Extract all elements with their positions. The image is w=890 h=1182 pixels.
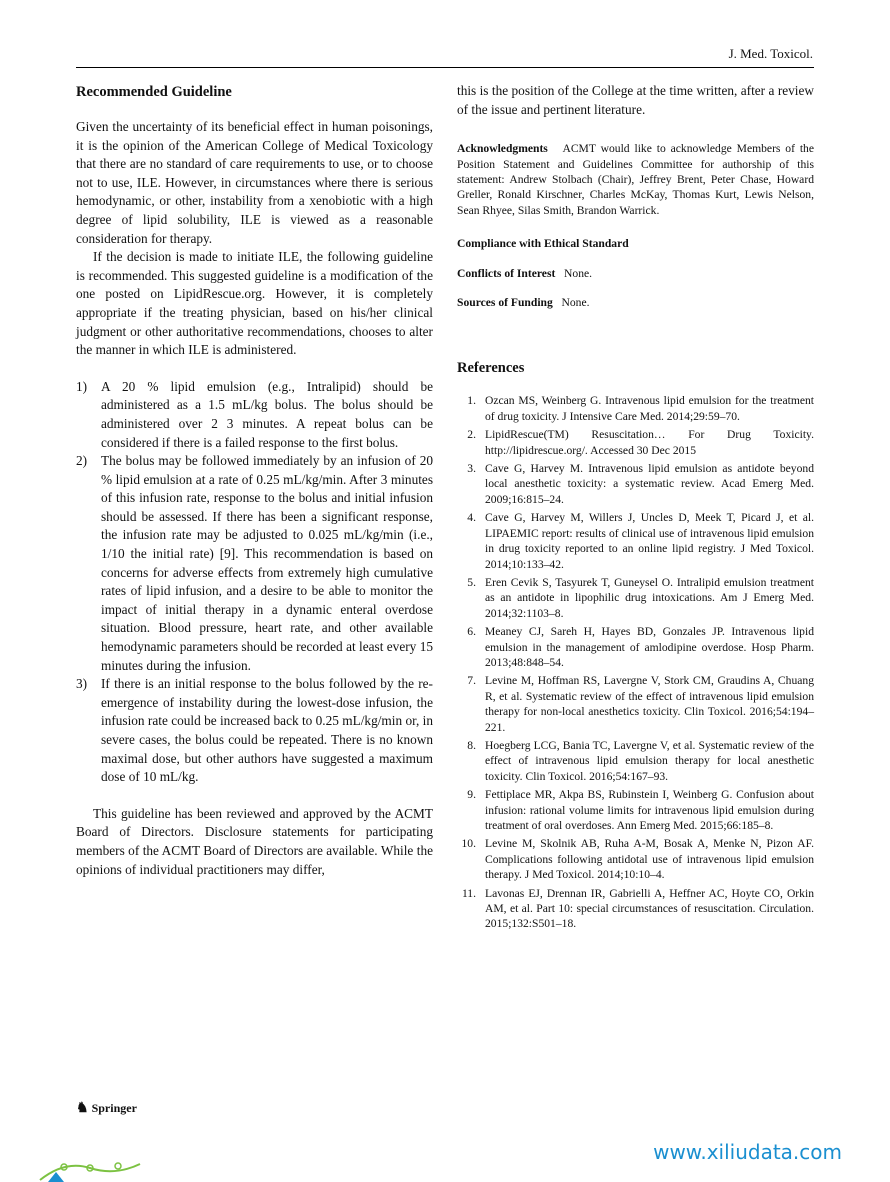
guideline-step: 2) The bolus may be followed immediately by an infusion of 20 % lipid emulsion at a rate of 0.25 mL/kg/min. After 3 minutes of this infusion rate, response to the bolus and initial infusion should be assessed. If there has been a significant response, the infusion rate may be adjusted to 0.025 mL/kg/min (i.e., 1/10 the initial rate) [9]. This recommendation is based on concerns for adverse effects from extremely high cumulative rates of lipid infusion, and a desire to be able to monitor the impact of initial therapy in a dynamic enteral overdose situation. Blood pressure, heart rate, and other available hemodynamic parameters should be recorded at least every 15 minutes during the infusion. <box>76 453 433 673</box>
acknowledgments-text: ACMT would like to acknowledge Members of the Position Statement and Guidelines Committee for authorship of this statement: Andrew Stolbach (Chair), Jeffrey Brent, Peter Chase, Howard Greller, Ronald Kirschner, Charles McKay, Thomas Kurt, Lewis Nelson, Sean Rhyee, Silas Smith, Brandon Warrick. <box>457 142 815 217</box>
watermark-text: www.xiliudata.com <box>653 1140 842 1164</box>
reference-item: 11. Lavonas EJ, Drennan IR, Gabrielli A, Heffner AC, Hoyte CO, Orkin AM, et al. Part 10: special circumstances of resuscitation. Circulation. 2015;132:S501–18. <box>461 886 814 931</box>
reference-item: 4. Cave G, Harvey M, Willers J, Uncles D, Meek T, Picard J, et al. LIPAEMIC report: results of clinical use of intravenous lipid emulsion in drug toxicity reported to an online lipid registry. J Med Toxicol. 2014;10:133–42. <box>467 511 814 571</box>
funding-text: None. <box>561 296 590 310</box>
header-rule <box>76 67 814 68</box>
reference-item: 2. LipidRescue(TM) Resuscitation… For Drug Toxicity. http://lipidrescue.org/. Accessed 30 Dec 2015 <box>467 428 814 457</box>
paragraph-3: This guideline has been reviewed and approved by the ACMT Board of Directors. Disclosure statements for participating members of the ACMT Board of Directors are available. While the opinions of individual practitioners may differ, <box>76 805 433 877</box>
conflicts-text: None. <box>564 266 593 280</box>
guideline-step: 1) A 20 % lipid emulsion (e.g., Intralipid) should be administered as a 1.5 mL/kg bolus. The bolus should be administered over 2 3 minutes. A repeat bolus can be considered if there is a failed response to the first bolus. <box>76 378 433 450</box>
reference-item: 8. Hoegberg LCG, Bania TC, Lavergne V, et al. Systematic review of the effect of intravenous lipid emulsion therapy for local anesthetic toxicity. Clin Toxicol. 2016;54:167–93. <box>467 738 814 783</box>
continued-paragraph: this is the position of the College at the time written, after a review of the issue and pertinent literature. <box>457 83 814 117</box>
section-heading: Recommended Guideline <box>76 84 232 100</box>
reference-item: 10. Levine M, Skolnik AB, Ruha A-M, Bosak A, Menke N, Pizon AF. Complications following antidotal use of intravenous lipid emulsion therapy. J Med Toxicol. 2014;10:10–4. <box>461 837 814 882</box>
reference-item: 1. Ozcan MS, Weinberg G. Intravenous lipid emulsion for the treatment of drug toxicity. J Intensive Care Med. 2014;29:59–70. <box>467 394 814 423</box>
publisher-name: Springer <box>91 1101 137 1115</box>
journal-name: J. Med. Toxicol. <box>728 46 813 61</box>
publisher-logo <box>76 1100 137 1117</box>
funding-label: Sources of Funding <box>457 296 553 310</box>
reference-item: 9. Fettiplace MR, Akpa BS, Rubinstein I, Weinberg G. Confusion about infusion: rational volume limits for intravenous lipid emulsion during treatment of oral overdoses. Ann Emerg Med. 2015;66:185–8. <box>467 788 814 832</box>
reference-item: 6. Meaney CJ, Sareh H, Hayes BD, Gonzales JP. Intravenous lipid emulsion in the management of amlodipine overdose. Hosp Pharm. 2013;48:848–54. <box>467 625 814 669</box>
paragraph-2: If the decision is made to initiate ILE, the following guideline is recommended. This suggested guideline is a modification of the one posted on LipidRescue.org. However, it is completely appropriate if the treating physician, based on his/her clinical judgment or other authoritative recommendations, chooses to alter the manner in which ILE is administered. <box>76 249 433 358</box>
paragraph-1: Given the uncertainty of its beneficial effect in human poisonings, it is the opinion of the American College of Medical Toxicology that there are no standard of care requirements to use, or to choose not to use, ILE. However, in circumstances where there is serious hemodynamic, or other, instability from a xenobiotic with a high degree of lipid solubility, ILE is viewed as a reasonable consideration for therapy. <box>76 119 433 246</box>
reference-item: 5. Eren Cevik S, Tasyurek T, Guneysel O. Intralipid emulsion treatment as an antidote in lipophilic drug intoxications. Am J Emerg Med. 2014;32:1103–8. <box>467 575 814 620</box>
compliance-heading: Compliance with Ethical Standard <box>457 237 629 251</box>
sources-of-funding <box>457 295 814 310</box>
guideline-steps <box>76 378 433 787</box>
reference-item: 3. Cave G, Harvey M. Intravenous lipid emulsion as antidote beyond local anesthetic toxicity: a systematic review. Acad Emerg Med. 2009;16:815–24. <box>467 462 814 506</box>
left-column <box>76 82 433 879</box>
right-column <box>457 82 814 935</box>
acknowledgments <box>457 141 814 218</box>
conflicts-of-interest <box>457 266 814 281</box>
acknowledgments-label: Acknowledgments <box>457 142 548 156</box>
conflicts-label: Conflicts of Interest <box>457 266 556 280</box>
reference-list <box>457 393 814 931</box>
watermark-logo-icon <box>30 1158 170 1182</box>
reference-item: 7. Levine M, Hoffman RS, Lavergne V, Stork CM, Graudins A, Chuang R, et al. Systematic review of the effect of intravenous lipid emulsion therapy for non-local anesthetics toxicity. Clin Toxicol. 2016;54:194–221. <box>467 674 814 734</box>
springer-horse-icon: ♞ <box>76 1101 89 1116</box>
guideline-step: 3) If there is an initial response to the bolus followed by the re-emergence of instability during the lowest-dose infusion, the infusion rate could be increased back to 0.25 mL/kg/min or, in severe cases, the bolus could be repeated. There is no known maximal dose, but other authors have suggested a maximum dose of 10 mL/kg. <box>76 676 433 785</box>
references-heading: References <box>457 360 525 377</box>
